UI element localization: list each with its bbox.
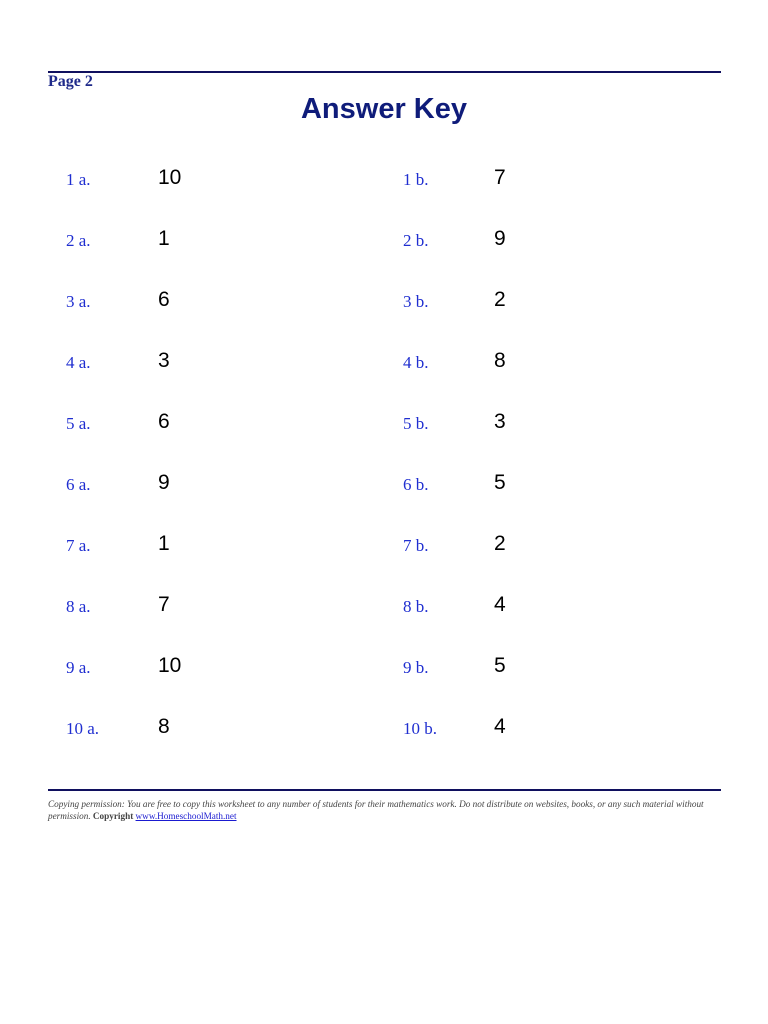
answer-label-b: 1 b. xyxy=(403,170,429,189)
answer-label-a: 9 a. xyxy=(66,658,91,677)
answer-label-b: 6 b. xyxy=(403,475,429,494)
answer-label-b: 3 b. xyxy=(403,292,429,311)
answer-value-b: 5 xyxy=(494,654,506,677)
page-label: Page 2 xyxy=(48,73,93,90)
answer-value-b: 3 xyxy=(494,410,506,433)
answer-value-a: 7 xyxy=(158,593,170,616)
answer-value-a: 3 xyxy=(158,349,170,372)
answer-label-b: 7 b. xyxy=(403,536,429,555)
answer-label-b: 2 b. xyxy=(403,231,429,250)
homeschoolmath-link[interactable]: www.HomeschoolMath.net xyxy=(135,811,237,821)
answer-label-b: 8 b. xyxy=(403,597,429,616)
answer-label-b: 10 b. xyxy=(403,719,437,738)
answer-label-a: 3 a. xyxy=(66,292,91,311)
footer-notice xyxy=(48,798,723,822)
answer-value-b: 5 xyxy=(494,471,506,494)
answer-value-a: 9 xyxy=(158,471,170,494)
answer-value-b: 2 xyxy=(494,288,506,311)
answer-value-b: 4 xyxy=(494,715,506,738)
answer-value-a: 10 xyxy=(158,654,182,677)
answer-label-a: 6 a. xyxy=(66,475,91,494)
answer-label-a: 7 a. xyxy=(66,536,91,555)
answer-label-a: 1 a. xyxy=(66,170,91,189)
answer-value-b: 8 xyxy=(494,349,506,372)
answer-value-b: 4 xyxy=(494,593,506,616)
answer-label-b: 5 b. xyxy=(403,414,429,433)
copying-permission-text: Copying permission: You are free to copy this worksheet to any number of students for their mathematics work. Do not distribute on websites, books, or any such material without permission. xyxy=(48,799,704,821)
answer-label-a: 2 a. xyxy=(66,231,91,250)
answer-value-a: 6 xyxy=(158,410,170,433)
answer-label-b: 4 b. xyxy=(403,353,429,372)
answer-value-b: 9 xyxy=(494,227,506,250)
answer-value-b: 2 xyxy=(494,532,506,555)
answer-label-a: 5 a. xyxy=(66,414,91,433)
answer-value-a: 8 xyxy=(158,715,170,738)
footer-rule xyxy=(48,789,721,791)
copyright-label: Copyright xyxy=(92,811,134,821)
answer-label-a: 4 a. xyxy=(66,353,91,372)
answer-label-a: 10 a. xyxy=(66,719,100,738)
answer-value-b: 7 xyxy=(494,166,506,189)
answer-value-a: 6 xyxy=(158,288,170,311)
answer-value-a: 10 xyxy=(158,166,182,189)
answer-value-a: 1 xyxy=(158,532,170,555)
page-title: Answer Key xyxy=(300,93,467,125)
answer-label-a: 8 a. xyxy=(66,597,91,616)
answer-label-b: 9 b. xyxy=(403,658,429,677)
answer-value-a: 1 xyxy=(158,227,170,250)
